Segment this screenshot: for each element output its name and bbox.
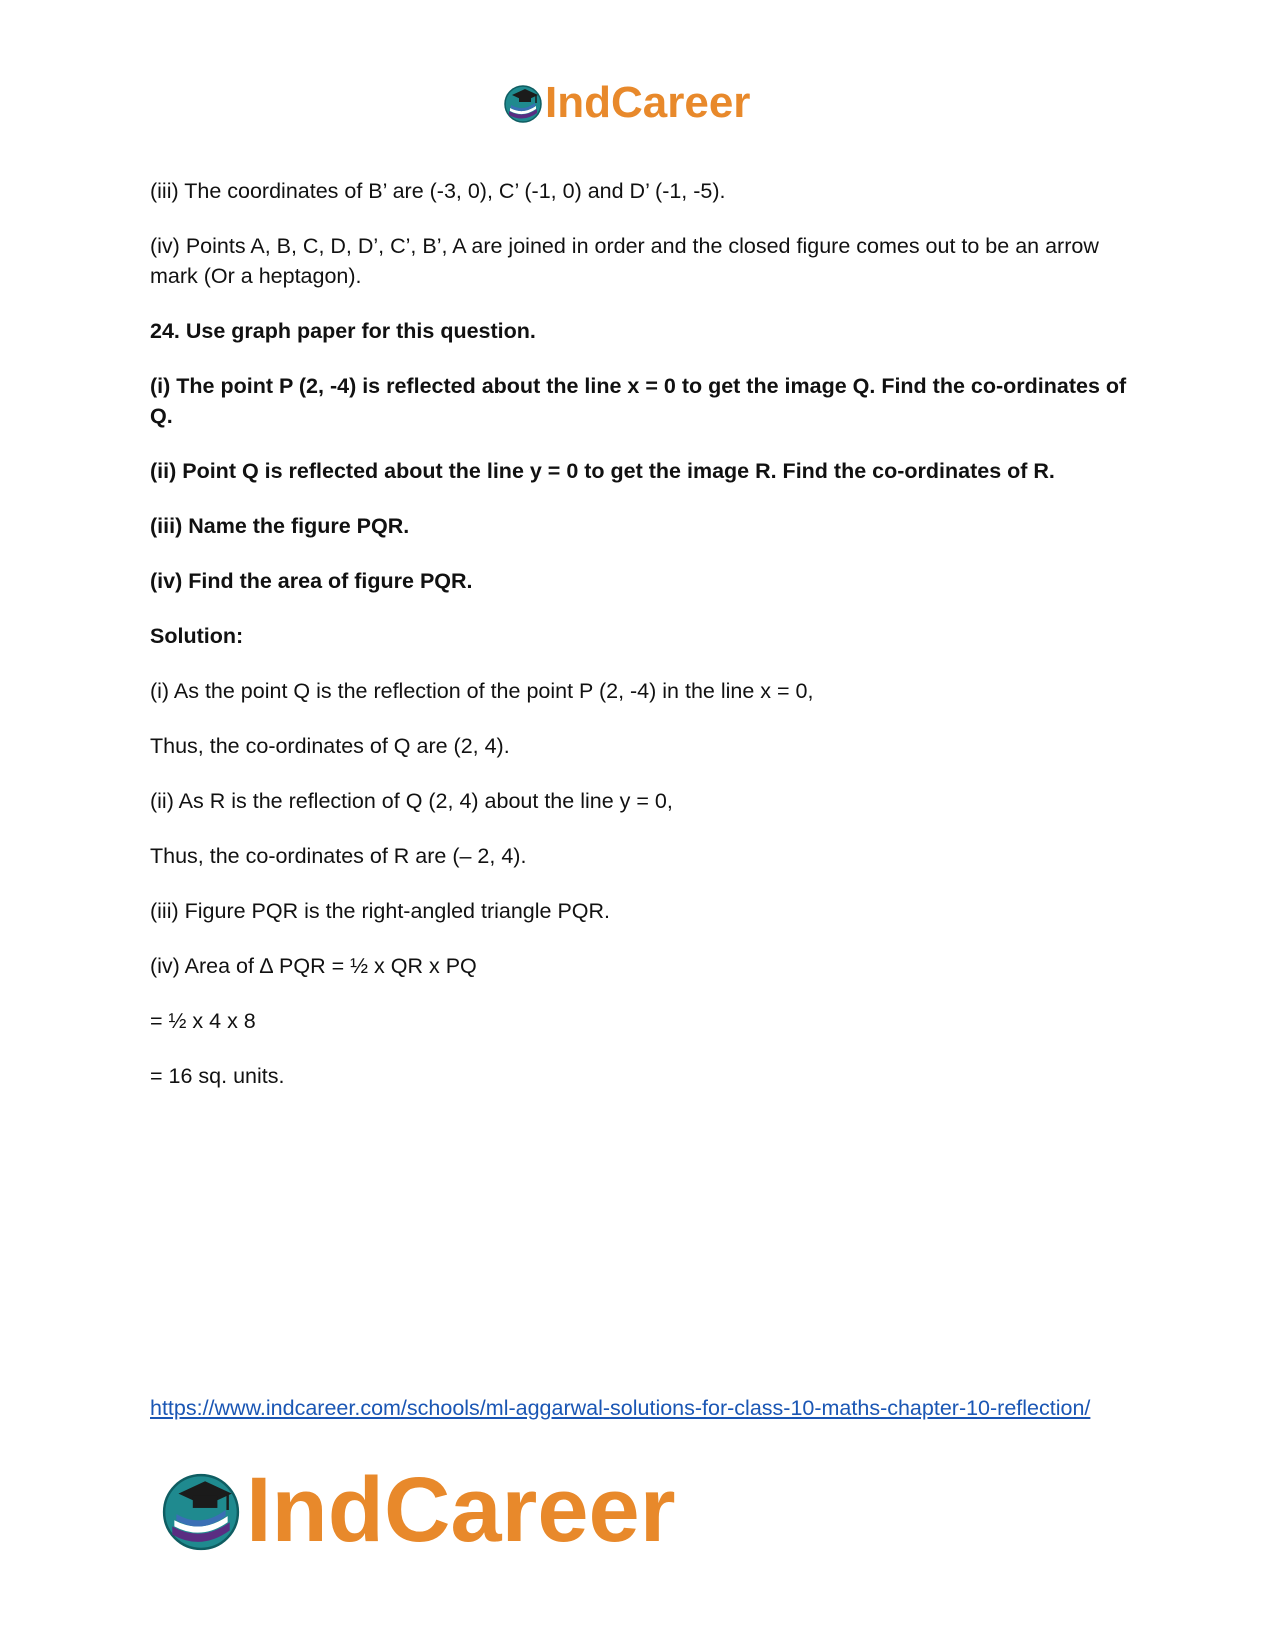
header-logo — [503, 80, 750, 126]
solution-line: = ½ x 4 x 8 — [150, 1009, 256, 1033]
solution-line: (ii) As R is the reflection of Q (2, 4) about the line y = 0, — [150, 789, 673, 813]
paragraph: (iv) Points A, B, C, D, D’, C’, B’, A are joined in order and the closed figure comes out to be an arrow mark (Or a heptagon). — [150, 234, 1099, 288]
footer-logo-text: IndCareer — [246, 1459, 676, 1561]
solution-line: (i) As the point Q is the reflection of the point P (2, -4) in the line x = 0, — [150, 679, 814, 703]
solution-line: Thus, the co-ordinates of R are (– 2, 4). — [150, 844, 527, 868]
graduation-cap-book-globe-icon — [503, 83, 543, 123]
question-part: (ii) Point Q is reflected about the line y = 0 to get the image R. Find the co-ordinates of R. — [150, 459, 1055, 483]
question-part: (i) The point P (2, -4) is reflected about the line x = 0 to get the image Q. Find the co-ordinates of Q. — [150, 374, 1127, 428]
graduation-cap-book-globe-icon — [160, 1469, 242, 1551]
solution-line: (iv) Area of ∆ PQR = ½ x QR x PQ — [150, 954, 477, 978]
solution-heading: Solution: — [150, 624, 244, 648]
question-part: (iii) Name the figure PQR. — [150, 514, 410, 538]
header-logo-text: IndCareer — [545, 78, 751, 127]
question-part: (iv) Find the area of figure PQR. — [150, 569, 473, 593]
question-heading: 24. Use graph paper for this question. — [150, 319, 536, 343]
paragraph: (iii) The coordinates of B’ are (-3, 0), C’ (-1, 0) and D’ (-1, -5). — [150, 179, 726, 203]
solution-line: = 16 sq. units. — [150, 1064, 285, 1088]
document-body — [150, 176, 1130, 1116]
solution-line: (iii) Figure PQR is the right-angled triangle PQR. — [150, 899, 611, 923]
solution-line: Thus, the co-ordinates of Q are (2, 4). — [150, 734, 510, 758]
footer-source-link[interactable]: https://www.indcareer.com/schools/ml-aggarwal-solutions-for-class-10-maths-chapter-10-reflection/ — [150, 1396, 1091, 1420]
footer-logo — [160, 1459, 676, 1561]
